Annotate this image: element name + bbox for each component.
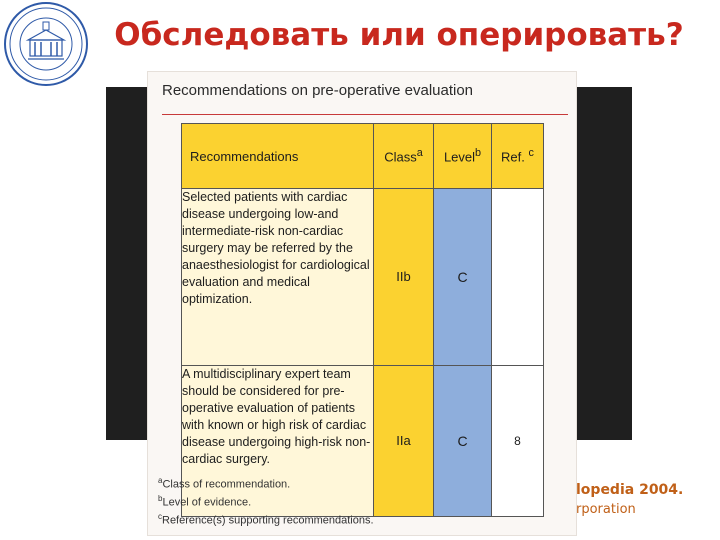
credit-line-1: lopedia 2004.	[576, 482, 684, 498]
class-cell: IIa	[374, 365, 434, 517]
header-class: Class$^a$	[374, 124, 434, 189]
header-level: Level$^b$	[434, 124, 492, 189]
figure-title: Recommendations on pre-operative evaluation	[162, 82, 474, 99]
footnote-level: $^b$Level of evidence.	[158, 494, 252, 509]
credit-line-2: rporation	[576, 502, 636, 517]
header-ref: Ref. $^c$	[492, 124, 544, 189]
ref-cell	[492, 189, 544, 366]
level-cell: C	[434, 365, 492, 517]
slide-title: Обследовать или оперировать?	[114, 17, 684, 53]
recommendations-figure	[148, 72, 576, 535]
ref-cell: 8	[492, 365, 544, 517]
recommendations-table	[181, 123, 544, 517]
title-divider	[162, 114, 568, 115]
table-row	[182, 189, 544, 366]
recommendation-text: Selected patients with cardiac disease undergoing low-and intermediate-risk non-cardiac surgery may be referred by the anaesthesiologist for cardiological evaluation and medical optimization.	[182, 189, 374, 366]
recommendation-text: A multidisciplinary expert team should be considered for pre-operative evaluation of patients with known or high risk of cardiac disease undergoing high-risk non-cardiac surgery.	[182, 365, 374, 517]
source-credit	[576, 480, 716, 520]
university-logo	[4, 2, 88, 86]
level-cell: C	[434, 189, 492, 366]
header-recommendations: Recommendations	[182, 124, 374, 189]
footnote-ref: $^c$Reference(s) supporting recommendations.	[158, 512, 374, 527]
class-cell: IIb	[374, 189, 434, 366]
university-emblem-icon	[6, 4, 86, 84]
table-header-row	[182, 124, 544, 189]
footnote-class: $^a$Class of recommendation.	[158, 476, 291, 491]
